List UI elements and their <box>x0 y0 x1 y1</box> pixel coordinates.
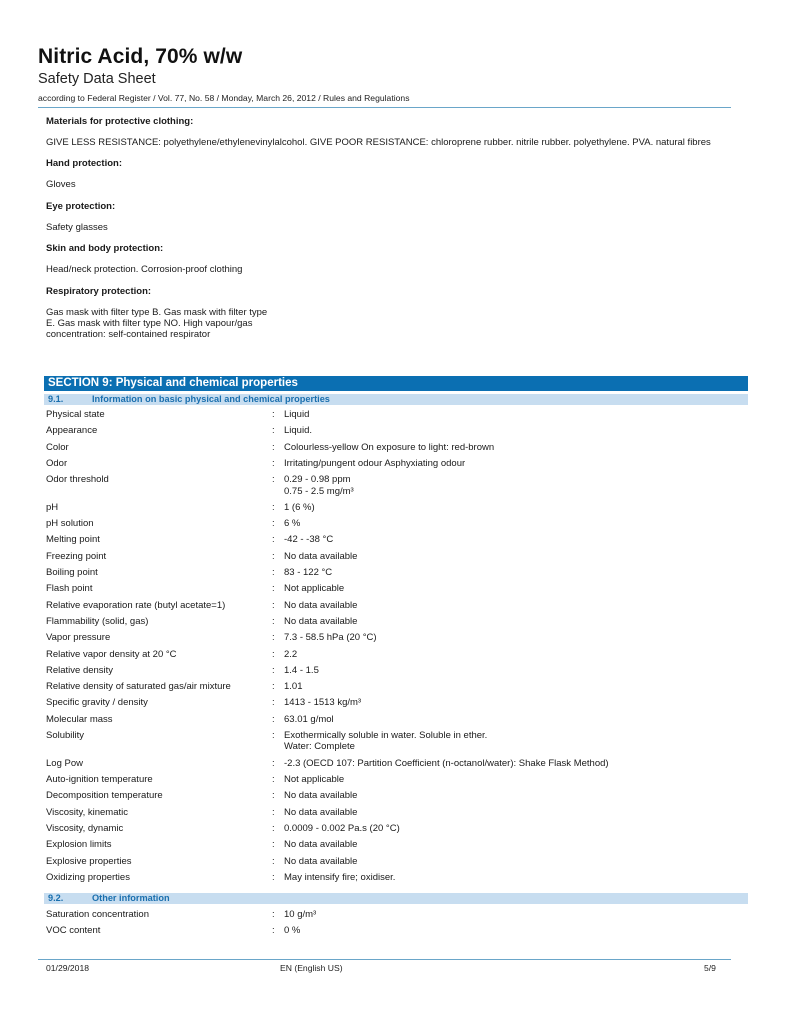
property-name: Relative density <box>46 664 114 676</box>
skin-protection-text: Head/neck protection. Corrosion-proof clothing <box>46 264 243 276</box>
property-value <box>284 600 736 611</box>
property-value <box>284 758 736 769</box>
property-name: Explosion limits <box>46 839 112 851</box>
property-value-line: 63.01 g/mol <box>284 713 334 725</box>
property-name: Odor threshold <box>46 474 109 486</box>
property-value <box>284 551 736 562</box>
materials-text: GIVE LESS RESISTANCE: polyethylene/ethylenevinylalcohol. GIVE POOR RESISTANCE: chloroprene rubber. nitrile rubber. polyethylene. PVA. natural fibres <box>46 137 711 148</box>
property-row <box>46 823 736 839</box>
property-separator: : <box>272 855 275 867</box>
hand-protection-heading: Hand protection: <box>46 158 122 170</box>
property-name: Viscosity, kinematic <box>46 806 129 818</box>
property-value-line: 1 (6 %) <box>284 501 315 513</box>
property-value-line: 10 g/m³ <box>284 909 317 920</box>
property-value <box>284 409 736 420</box>
subsection-9-1-bar <box>44 394 748 405</box>
property-separator: : <box>272 474 275 486</box>
subsection-9-2-label: Other information <box>92 893 170 903</box>
property-name: Decomposition temperature <box>46 790 163 802</box>
property-row <box>46 502 736 518</box>
property-separator: : <box>272 425 275 437</box>
property-row <box>46 714 736 730</box>
document-subtitle: Safety Data Sheet <box>38 71 156 87</box>
property-row <box>46 697 736 713</box>
property-value <box>284 790 736 801</box>
property-separator: : <box>272 664 275 676</box>
document-title: Nitric Acid, 70% w/w <box>38 45 243 68</box>
property-row <box>46 790 736 806</box>
property-name: Appearance <box>46 425 98 437</box>
property-value-line: No data available <box>284 855 358 867</box>
footer-date: 01/29/2018 <box>46 963 90 973</box>
hand-protection-text: Gloves <box>46 179 76 191</box>
property-name: Solubility <box>46 730 85 742</box>
property-row <box>46 856 736 872</box>
property-value <box>284 518 736 529</box>
property-value-line: No data available <box>284 806 358 818</box>
property-value-line: 0 % <box>284 925 301 937</box>
property-value <box>284 474 736 497</box>
property-value <box>284 807 736 818</box>
property-separator: : <box>272 518 275 530</box>
property-value <box>284 925 736 936</box>
property-name: Boiling point <box>46 567 98 579</box>
property-row <box>46 518 736 534</box>
property-value <box>284 823 736 834</box>
eye-protection-heading: Eye protection: <box>46 200 116 212</box>
property-separator: : <box>272 806 275 818</box>
property-separator: : <box>272 567 275 579</box>
property-row <box>46 839 736 855</box>
property-name: Color <box>46 441 69 453</box>
property-name: Odor <box>46 457 68 469</box>
property-value <box>284 567 736 578</box>
property-value <box>284 458 736 469</box>
property-value <box>284 632 736 643</box>
property-name: pH <box>46 501 59 513</box>
property-row <box>46 409 736 425</box>
property-name: Saturation concentration <box>46 909 149 920</box>
property-name: Explosive properties <box>46 855 132 867</box>
property-separator: : <box>272 615 275 627</box>
property-value-line: No data available <box>284 599 358 611</box>
property-value-line: May intensify fire; oxidiser. <box>284 871 396 883</box>
property-name: Log Pow <box>46 757 83 769</box>
property-value-line: Colourless-yellow On exposure to light: red-brown <box>284 441 495 453</box>
property-value <box>284 730 736 753</box>
property-value-line: Exothermically soluble in water. Soluble in ether. <box>284 730 488 742</box>
property-value <box>284 616 736 627</box>
property-name: Molecular mass <box>46 713 113 725</box>
property-value <box>284 502 736 513</box>
property-row <box>46 774 736 790</box>
property-value-line: 1.01 <box>284 681 303 693</box>
footer-page-number: 5/9 <box>704 963 716 973</box>
property-value-line: 0.0009 - 0.002 Pa.s (20 °C) <box>284 822 400 834</box>
property-value-line: Irritating/pungent odour Asphyxiating odour <box>284 457 466 469</box>
property-row <box>46 758 736 774</box>
property-row <box>46 632 736 648</box>
property-separator: : <box>272 757 275 769</box>
property-row <box>46 909 736 925</box>
materials-heading: Materials for protective clothing: <box>46 116 194 127</box>
property-value-line: 1413 - 1513 kg/m³ <box>284 697 362 709</box>
property-separator: : <box>272 632 275 644</box>
property-name: Melting point <box>46 534 100 546</box>
property-value-line: No data available <box>284 615 358 627</box>
respiratory-protection-heading: Respiratory protection: <box>46 285 152 297</box>
property-row <box>46 425 736 441</box>
property-value <box>284 856 736 867</box>
property-value-line: No data available <box>284 790 358 802</box>
property-separator: : <box>272 713 275 725</box>
property-value-line: 6 % <box>284 518 301 530</box>
property-value-line: -2.3 (OECD 107: Partition Coefficient (n-octanol/water): Shake Flask Method) <box>284 757 609 769</box>
property-separator: : <box>272 871 275 883</box>
property-row <box>46 681 736 697</box>
property-row <box>46 872 736 888</box>
property-name: Relative evaporation rate (butyl acetate=1) <box>46 599 226 611</box>
protection-block <box>46 112 732 350</box>
subsection-9-1-number: 9.1. <box>48 394 64 404</box>
property-name: Freezing point <box>46 550 107 562</box>
property-value-line: 0.75 - 2.5 mg/m³ <box>284 485 354 497</box>
property-separator: : <box>272 822 275 834</box>
property-name: Relative density of saturated gas/air mixture <box>46 681 231 693</box>
property-value-line: Not applicable <box>284 774 345 786</box>
property-value-line: Liquid <box>284 409 310 420</box>
property-row <box>46 925 736 941</box>
subsection-9-2-number: 9.2. <box>48 893 64 903</box>
property-separator: : <box>272 409 275 420</box>
property-name: Specific gravity / density <box>46 697 148 709</box>
property-separator: : <box>272 534 275 546</box>
property-value <box>284 909 736 920</box>
property-name: Relative vapor density at 20 °C <box>46 648 177 660</box>
property-row <box>46 442 736 458</box>
other-info-table <box>46 909 736 942</box>
property-name: pH solution <box>46 518 94 530</box>
property-value <box>284 665 736 676</box>
property-value <box>284 534 736 545</box>
skin-protection-heading: Skin and body protection: <box>46 243 164 255</box>
property-separator: : <box>272 909 275 920</box>
property-separator: : <box>272 457 275 469</box>
property-value-line: No data available <box>284 550 358 562</box>
section-9-title: SECTION 9: Physical and chemical properties <box>44 376 748 391</box>
property-separator: : <box>272 839 275 851</box>
property-value <box>284 872 736 883</box>
property-name: Vapor pressure <box>46 632 111 644</box>
property-separator: : <box>272 697 275 709</box>
property-separator: : <box>272 790 275 802</box>
property-value <box>284 442 736 453</box>
property-row <box>46 616 736 632</box>
property-row <box>46 551 736 567</box>
property-separator: : <box>272 774 275 786</box>
property-name: Flash point <box>46 583 93 595</box>
property-value-line: Not applicable <box>284 583 345 595</box>
properties-table <box>46 409 736 888</box>
property-name: Physical state <box>46 409 105 420</box>
property-value-line: 2.2 <box>284 648 298 660</box>
property-separator: : <box>272 441 275 453</box>
property-value-line: 83 - 122 °C <box>284 567 333 579</box>
property-value <box>284 839 736 850</box>
property-value <box>284 714 736 725</box>
property-row <box>46 807 736 823</box>
property-value-line: -42 - -38 °C <box>284 534 334 546</box>
footer-language: EN (English US) <box>280 963 343 973</box>
property-value <box>284 774 736 785</box>
property-value-line: No data available <box>284 839 358 851</box>
property-name: Viscosity, dynamic <box>46 822 124 834</box>
property-row <box>46 583 736 599</box>
property-name: Oxidizing properties <box>46 871 130 883</box>
property-separator: : <box>272 583 275 595</box>
property-separator: : <box>272 925 275 937</box>
respiratory-protection-text: Gas mask with filter type B. Gas mask with filter type E. Gas mask with filter type NO. High vapour/gas concentration: self-contained respirator <box>46 306 268 341</box>
property-value-line: Water: Complete <box>284 741 355 753</box>
property-value <box>284 697 736 708</box>
property-name: Flammability (solid, gas) <box>46 615 149 627</box>
property-separator: : <box>272 599 275 611</box>
property-row <box>46 649 736 665</box>
subsection-9-1-label: Information on basic physical and chemical properties <box>92 394 330 404</box>
property-separator: : <box>272 550 275 562</box>
property-row <box>46 534 736 550</box>
eye-protection-text: Safety glasses <box>46 221 108 233</box>
property-row <box>46 600 736 616</box>
property-value <box>284 583 736 594</box>
property-name: Auto-ignition temperature <box>46 774 153 786</box>
property-separator: : <box>272 730 275 742</box>
footer-divider <box>38 959 731 960</box>
property-row <box>46 665 736 681</box>
property-separator: : <box>272 648 275 660</box>
property-separator: : <box>272 501 275 513</box>
header-divider <box>38 107 731 108</box>
property-row <box>46 474 736 502</box>
property-value <box>284 649 736 660</box>
property-value-line: 0.29 - 0.98 ppm <box>284 474 351 486</box>
property-value-line: 1.4 - 1.5 <box>284 664 319 676</box>
property-value-line: Liquid. <box>284 425 312 437</box>
property-value-line: 7.3 - 58.5 hPa (20 °C) <box>284 632 377 644</box>
property-name: VOC content <box>46 925 101 937</box>
property-value <box>284 681 736 692</box>
property-row <box>46 567 736 583</box>
property-row <box>46 730 736 758</box>
regulation-reference: according to Federal Register / Vol. 77, No. 58 / Monday, March 26, 2012 / Rules and Regulations <box>38 93 410 103</box>
property-value <box>284 425 736 436</box>
property-row <box>46 458 736 474</box>
subsection-9-2-bar <box>44 893 748 904</box>
property-separator: : <box>272 681 275 693</box>
